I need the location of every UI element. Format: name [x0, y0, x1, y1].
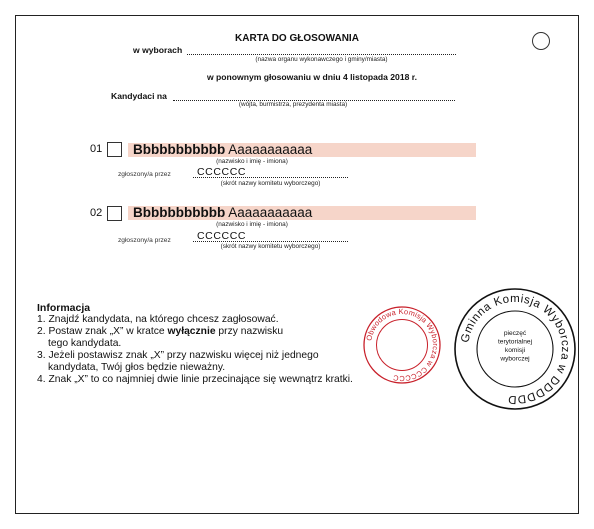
elections-label: w wyborach	[133, 45, 183, 55]
candidate-name-hint: (nazwisko i imię - imiona)	[216, 221, 288, 228]
stamp-center-line: wyborczej	[500, 355, 530, 363]
info-list	[37, 314, 353, 386]
committee-hint: (skrót nazwy komitetu wyborczego)	[220, 180, 321, 187]
stamp-center-text	[498, 330, 533, 363]
candidate-surname: Bbbbbbbbbbb	[133, 205, 226, 220]
candidate-name-hint: (nazwisko i imię - imiona)	[216, 158, 288, 165]
info-text: przy nazwisku	[215, 326, 284, 337]
candidate-surname: Bbbbbbbbbbb	[133, 142, 226, 157]
candidates-label: Kandydaci na	[111, 91, 167, 101]
info-text: Postaw znak „X” w kratce	[48, 326, 168, 337]
elections-hint: (nazwa organu wykonawczego i gminy/miasta)	[255, 56, 388, 63]
candidate-given-name: Aaaaaaaaaaa	[228, 142, 313, 157]
ballot-sheet	[15, 15, 579, 514]
vote-checkbox-02[interactable]	[107, 206, 122, 221]
candidate-name-01	[133, 143, 312, 157]
info-item-number: 2.	[37, 326, 49, 337]
red-commission-stamp	[362, 305, 442, 385]
info-text: Znajdź kandydata, na którego chcesz zagłosować.	[48, 314, 279, 325]
info-item-continuation: kandydata, Twój głos będzie nieważny.	[48, 362, 226, 373]
committee-hint: (skrót nazwy komitetu wyborczego)	[220, 243, 321, 250]
info-text: Znak „X” to co najmniej dwie linie przecinające się wewnątrz kratki.	[48, 374, 353, 385]
candidate-number: 02	[90, 207, 103, 219]
committee-name: CCCCCC	[197, 166, 247, 178]
ballot-title: KARTA DO GŁOSOWANIA	[235, 33, 359, 44]
committee-dotted-line	[193, 177, 348, 178]
committee-dotted-line	[193, 241, 348, 242]
info-item	[37, 350, 353, 374]
vote-checkbox-01[interactable]	[107, 142, 122, 157]
candidate-name-02	[133, 206, 312, 220]
info-emphasis: wyłącznie	[167, 326, 216, 337]
runoff-line: w ponownym głosowaniu w dniu 4 listopada 2018 r.	[206, 72, 418, 82]
candidate-number: 01	[90, 143, 103, 155]
candidates-hint: (wójta, burmistrza, prezydenta miasta)	[238, 101, 348, 108]
info-item	[37, 374, 353, 386]
info-item	[37, 314, 353, 326]
elections-dotted-line	[187, 54, 456, 55]
stamp-center-line: terytorialnej	[497, 338, 533, 346]
info-item-continuation: tego kandydata.	[48, 338, 122, 349]
info-item-number: 3.	[37, 350, 49, 361]
info-item-number: 1.	[37, 314, 49, 325]
municipal-commission-stamp	[453, 287, 577, 411]
stamp-center-line: pieczęć	[503, 330, 527, 337]
info-heading: Informacja	[37, 302, 91, 314]
red-stamp-text: Obwodowa Komisja Wyborcza w CCCCCC	[364, 306, 441, 384]
nominated-label: zgłoszony/a przez	[118, 237, 171, 244]
stamp-center-line: komisji	[504, 347, 526, 354]
info-item	[37, 326, 353, 350]
committee-name: CCCCCC	[197, 230, 247, 242]
info-item-number: 4.	[37, 374, 49, 385]
info-text: Jeżeli postawisz znak „X” przy nazwisku więcej niż jednego	[48, 350, 319, 361]
nominated-label: zgłoszony/a przez	[118, 171, 171, 178]
round-stamp-text: Gminna Komisja Wyborcza w DDDDDD	[459, 292, 572, 406]
candidate-given-name: Aaaaaaaaaaa	[228, 205, 313, 220]
